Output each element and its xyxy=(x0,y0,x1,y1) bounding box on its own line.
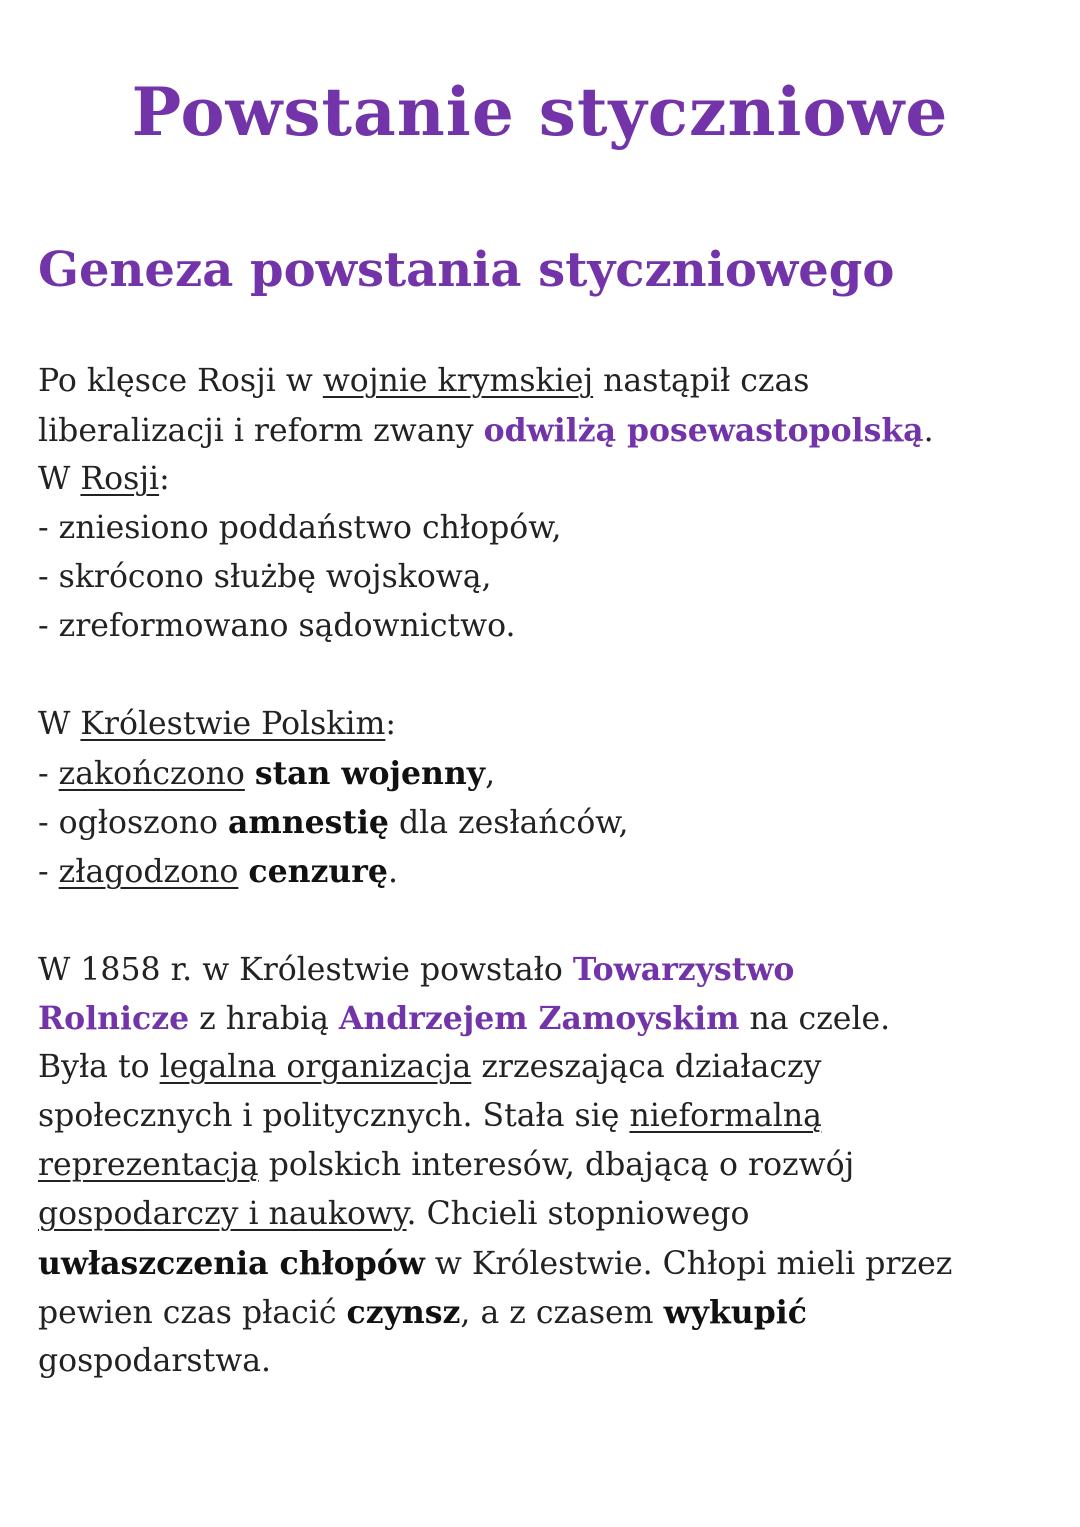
text-run: . Chcieli stopniowego xyxy=(406,1196,750,1232)
russia-list-item: - zreformowano sądownictwo. xyxy=(38,608,516,644)
society-line-3 xyxy=(38,1043,1058,1092)
text-run: . xyxy=(387,854,398,890)
text-run: Po klęsce Rosji w xyxy=(38,363,323,399)
society-line-6 xyxy=(38,1190,1058,1239)
term-wojna-krymska: wojnie krymskiej xyxy=(322,363,594,399)
text-run: nastąpił czas xyxy=(593,363,810,399)
text-run: , xyxy=(485,756,496,792)
intro-line-2 xyxy=(38,406,1058,455)
term-czynsz: czynsz xyxy=(346,1294,461,1331)
term-krolestwo-polskie: Królestwie Polskim xyxy=(80,706,386,742)
term-gospodarczy-naukowy: gospodarczy i naukowy xyxy=(38,1196,407,1232)
text-run: W xyxy=(38,461,81,497)
society-line-7 xyxy=(38,1239,1058,1288)
kingdom-list-item xyxy=(38,847,1058,896)
document-body xyxy=(38,357,1058,1386)
text-run: liberalizacji i reform zwany xyxy=(38,413,484,449)
text-run xyxy=(238,854,248,890)
term-andrzej-zamoyski: Andrzejem Zamoyskim xyxy=(338,1000,740,1037)
section-heading: Geneza powstania styczniowego xyxy=(38,242,895,298)
term-reprezentacja: reprezentacją xyxy=(38,1147,259,1183)
term-cenzura: cenzurę xyxy=(248,853,388,890)
term-legalna-organizacja: legalna organizacja xyxy=(159,1049,472,1085)
text-run: społecznych i politycznych. Stała się xyxy=(38,1098,630,1134)
text-run: pewien czas płacić xyxy=(38,1295,347,1331)
term-amnestia: amnestię xyxy=(227,804,389,841)
text-run: Była to xyxy=(38,1049,160,1085)
text-run: dla zesłańców, xyxy=(388,805,629,841)
term-wykupic: wykupić xyxy=(663,1294,807,1331)
text-run: W 1858 r. w Królestwie powstało xyxy=(38,952,573,988)
term-nieformalna: nieformalną xyxy=(629,1098,822,1134)
text-run: zrzeszająca działaczy xyxy=(471,1049,822,1085)
society-line-9: gospodarstwa. xyxy=(38,1343,272,1379)
text-run: . xyxy=(923,413,934,449)
term-uwlaszczenie-chlopow: uwłaszczenia chłopów xyxy=(38,1245,425,1282)
text-run: : xyxy=(159,461,170,497)
text-run: W xyxy=(38,706,81,742)
paragraph-gap xyxy=(38,896,1058,945)
kingdom-heading xyxy=(38,700,1058,749)
russia-list-item: - zniesiono poddaństwo chłopów, xyxy=(38,510,562,546)
text-run: - ogłoszono xyxy=(38,805,228,841)
text-run: polskich interesów, dbającą o rozwój xyxy=(258,1147,855,1183)
text-run: - xyxy=(38,854,59,890)
society-line-2 xyxy=(38,994,1058,1043)
paragraph-gap xyxy=(38,651,1058,700)
term-rolnicze: Rolnicze xyxy=(38,1000,190,1037)
text-run xyxy=(245,756,255,792)
term-odwilz-posewastopolska: odwilżą posewastopolską xyxy=(483,412,924,449)
text-run: - xyxy=(38,756,59,792)
term-zakonczono: zakończono xyxy=(58,756,245,792)
term-zlagodzono: złagodzono xyxy=(58,854,239,890)
kingdom-list-item xyxy=(38,749,1058,798)
kingdom-list-item xyxy=(38,798,1058,847)
term-towarzystwo: Towarzystwo xyxy=(572,951,795,988)
society-line-5 xyxy=(38,1141,1058,1190)
russia-heading xyxy=(38,455,1058,504)
term-rosja: Rosji xyxy=(80,461,160,497)
text-run: na czele. xyxy=(739,1001,891,1037)
society-line-4 xyxy=(38,1092,1058,1141)
text-run: z hrabią xyxy=(189,1001,339,1037)
term-stan-wojenny: stan wojenny xyxy=(254,755,486,792)
society-line-1 xyxy=(38,945,1058,994)
page-title: Powstanie styczniowe xyxy=(131,73,949,151)
text-run: : xyxy=(385,706,396,742)
text-run: , a z czasem xyxy=(460,1295,664,1331)
russia-list-item: - skrócono służbę wojskową, xyxy=(38,559,492,595)
society-line-8 xyxy=(38,1288,1058,1337)
text-run: w Królestwie. Chłopi mieli przez xyxy=(424,1246,953,1282)
intro-line-1 xyxy=(38,357,1058,406)
